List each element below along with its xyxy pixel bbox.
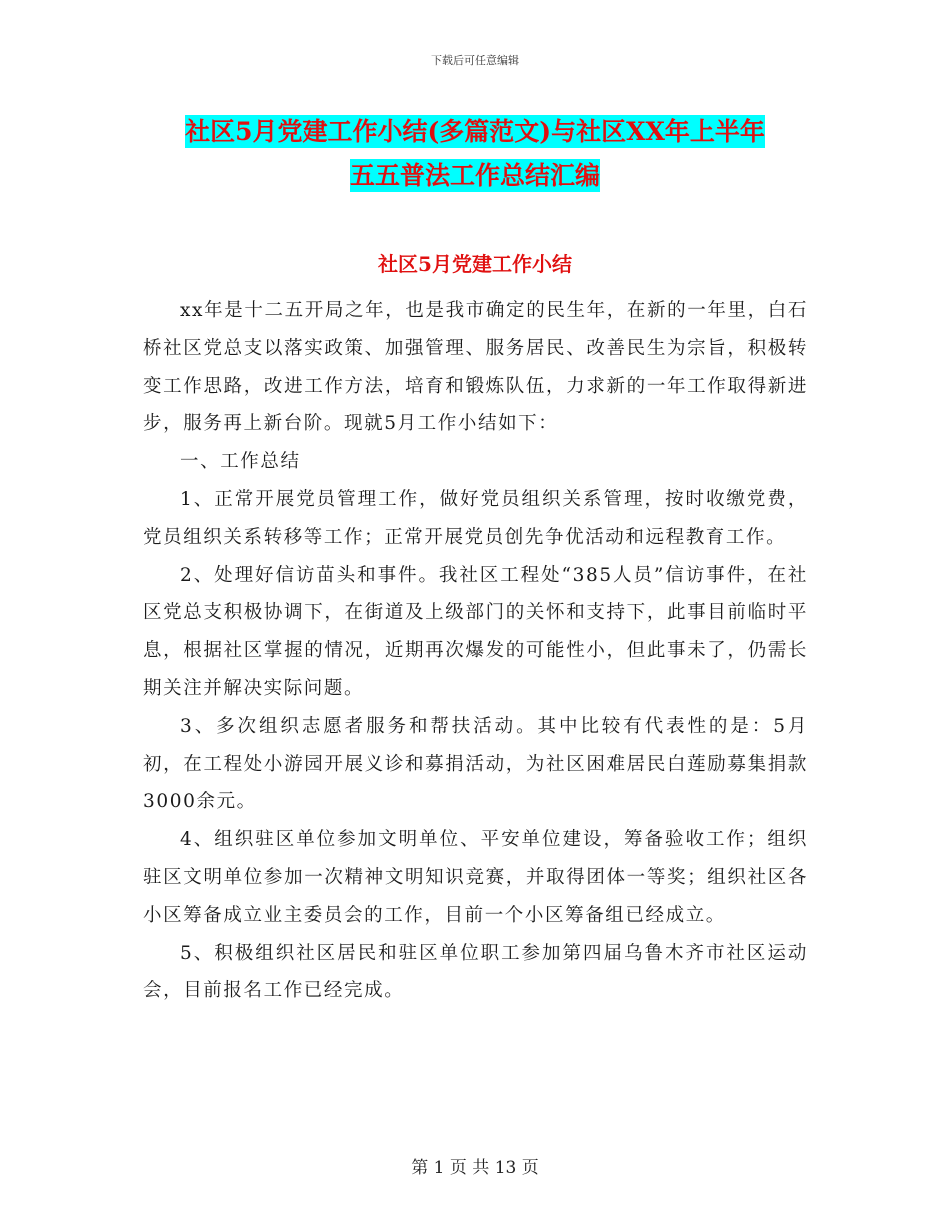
paragraph-intro: xx年是十二五开局之年，也是我市确定的民生年，在新的一年里，白石桥社区党总支以落实政策、加强管理、服务居民、改善民生为宗旨，积极转变工作思路，改进工作方法，培育和锻炼队伍，力求新的一年工作取得新进步，服务再上新台阶。现就5月工作小结如下：	[143, 300, 808, 435]
paragraph-item-3: 3、多次组织志愿者服务和帮扶活动。其中比较有代表性的是：5月初，在工程处小游园开展义诊和募捐活动，为社区困难居民白莲励募集捐款3000余元。	[143, 715, 808, 813]
paragraph-item-4: 4、组织驻区单位参加文明单位、平安单位建设，筹备验收工作；组织驻区文明单位参加一次精神文明知识竞赛，并取得团体一等奖；组织社区各小区筹备成立业主委员会的工作，目前一个小区筹备组已经成立。	[143, 829, 808, 926]
paragraph-item-1: 1、正常开展党员管理工作，做好党员组织关系管理，按时收缴党费，党员组织关系转移等工作；正常开展党员创先争优活动和远程教育工作。	[143, 488, 808, 548]
document-title-line-2: 五五普法工作总结汇编	[349, 161, 600, 190]
document-title-line-1: 社区5月党建工作小结(多篇范文)与社区XX年上半年	[185, 117, 765, 146]
document-title	[100, 110, 850, 198]
page-footer: 第 1 页 共 13 页	[411, 1158, 539, 1178]
paragraph-item-5: 5、积极组织社区居民和驻区单位职工参加第四届乌鲁木齐市社区运动会，目前报名工作已经完成。	[143, 942, 808, 1002]
paragraph-item-2: 2、处理好信访苗头和事件。我社区工程处“385人员”信访事件，在社区党总支积极协调下，在街道及上级部门的关怀和支持下，此事目前临时平息，根据社区掌握的情况，近期再次爆发的可能性小，但此事未了，仍需长期关注并解决实际问题。	[143, 564, 808, 699]
page-header: 下载后可任意编辑	[431, 54, 519, 67]
paragraph-heading-work-summary: 一、工作总结	[180, 451, 301, 473]
body-text	[143, 292, 808, 1010]
section-title: 社区5月党建工作小结	[378, 252, 572, 276]
